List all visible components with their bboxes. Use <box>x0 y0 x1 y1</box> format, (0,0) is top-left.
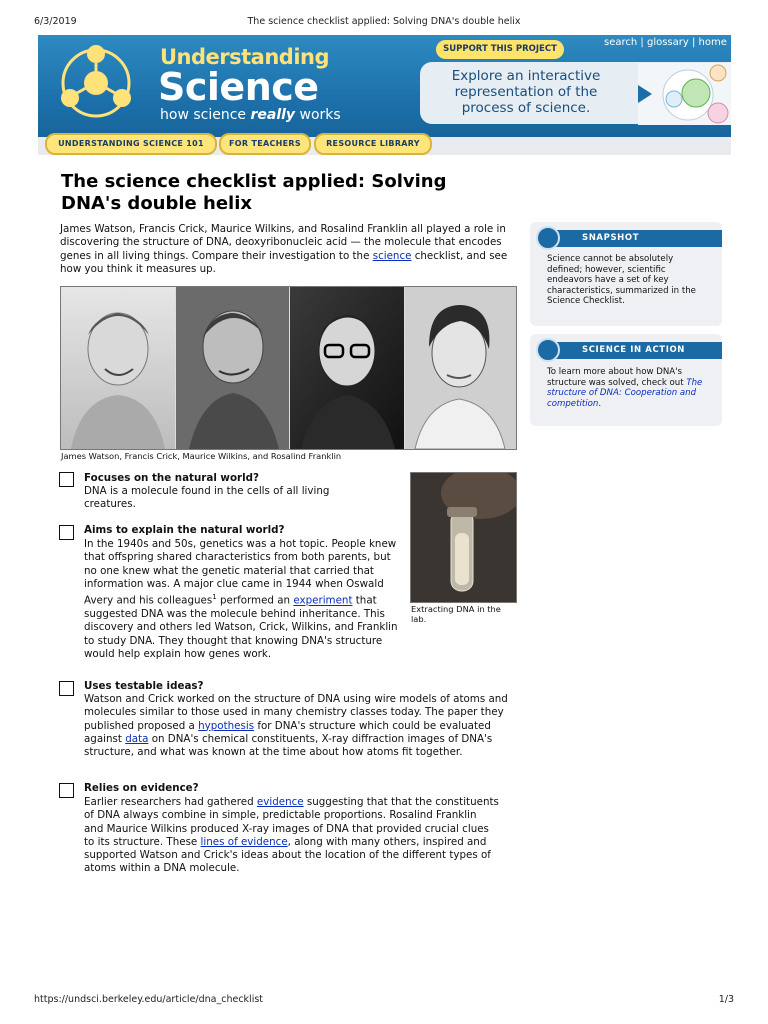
brand-understanding: Understanding <box>160 45 330 69</box>
checklist-body: Watson and Crick worked on the structure of DNA using wire models of atoms and molecules similar to those used in many chemistry classes today. The paper they published proposed a hypothesis for DNA's structure which could be evaluated against data on DNA's chemical constituents, X-ray diffraction images of DNA's structure, and what was known at the time about how atoms fit together. <box>84 693 508 759</box>
science-in-action-icon <box>536 338 560 362</box>
nav-for-teachers[interactable]: FOR TEACHERS <box>219 133 311 155</box>
test-tube-image <box>411 473 516 602</box>
lines-of-evidence-link[interactable]: lines of evidence <box>200 835 288 848</box>
print-header <box>0 16 768 30</box>
checklist-title: Uses testable ideas? <box>84 680 204 692</box>
print-url: https://undsci.berkeley.edu/article/dna_checklist <box>34 994 264 1005</box>
search-link[interactable]: search <box>604 37 638 48</box>
science-in-action-title: SCIENCE IN ACTION <box>582 345 685 355</box>
nav-understanding-science-101[interactable]: UNDERSTANDING SCIENCE 101 <box>45 133 217 155</box>
print-page-number: 1/3 <box>718 994 734 1005</box>
nav-resource-library[interactable]: RESOURCE LIBRARY <box>314 133 432 155</box>
checklist-body: In the 1940s and 50s, genetics was a hot topic. People knew that offspring shared characteristics from both parents, but no one knew what the genetic material that carried that information was. A major clue came in 1944 when Oswald Avery and his colleagues$^1$ performed an experiment that suggested DNA was the molecule behind inheritance. This discovery and others led Watson, Crick, Wilkins, and Franklin to study DNA. They thought that knowing DNA's structure would help explain how genes work. <box>84 538 398 660</box>
understanding-science-logo-icon[interactable] <box>56 43 136 123</box>
checklist-body: DNA is a molecule found in the cells of all living creatures. <box>84 485 330 511</box>
scientists-photo-caption: James Watson, Francis Crick, Maurice Wilkins, and Rosalind Franklin <box>61 451 342 461</box>
brand-science: Science <box>158 65 319 109</box>
science-in-action-header <box>538 342 722 359</box>
checklist-title: Aims to explain the natural world? <box>84 524 285 536</box>
checklist-checkbox-testable[interactable] <box>59 681 74 696</box>
experiment-link[interactable]: experiment <box>293 594 353 607</box>
evidence-link[interactable]: evidence <box>256 796 304 808</box>
page-title: The science checklist applied: Solving DNA's double helix <box>61 171 447 214</box>
print-date: 6/3/2019 <box>34 16 77 27</box>
science-in-action-text: To learn more about how DNA's structure was solved, check out The structure of DNA: Cooperation and competition. <box>547 367 703 409</box>
home-link[interactable]: home <box>698 37 727 48</box>
snapshot-title: SNAPSHOT <box>582 233 640 243</box>
checklist-title: Focuses on the natural world? <box>84 472 259 484</box>
explore-promo-text[interactable]: Explore an interactive representation of the process of science. <box>451 68 601 116</box>
dna-structure-article-link[interactable]: The structure of DNA: Cooperation and competition <box>547 377 703 409</box>
scientists-portraits-image <box>61 287 516 449</box>
data-link[interactable]: data <box>125 732 149 745</box>
snapshot-text: Science cannot be absolutely defined; however, scientific endeavors have a set of key characteristics, summarized in the Science Checklist. <box>547 254 696 307</box>
science-flowchart-thumbnail-icon[interactable] <box>638 63 731 125</box>
top-links: search | glossary | home <box>604 37 727 48</box>
scientists-photo <box>60 286 517 450</box>
glossary-link[interactable]: glossary <box>646 37 689 48</box>
checklist-checkbox-natural-world[interactable] <box>59 472 74 487</box>
checklist-checkbox-explain[interactable] <box>59 525 74 540</box>
checklist-body: Earlier researchers had gathered evidence suggesting that that the constituents of DNA always combine in simple, predictable proportions. Rosalind Franklin and Maurice Wilkins produced X-ray images of DNA that provided crucial clues to its structure. These lines of evidence, along with many others, inspired and supported Watson and Crick's ideas about the location of the different types of atoms within a DNA molecule. <box>84 796 499 875</box>
dna-extraction-caption: Extracting DNA in the lab. <box>411 604 501 624</box>
dna-extraction-photo <box>410 472 517 603</box>
hypothesis-link[interactable]: hypothesis <box>198 719 255 732</box>
snapshot-swirl-icon <box>536 226 560 250</box>
intro-paragraph: James Watson, Francis Crick, Maurice Wilkins, and Rosalind Franklin all played a role in discovering the structure of DNA, deoxyribonucleic acid — the molecule that encodes genes in all living things. Compare their investigation to the science checklist, and see how you think it measures up. <box>60 223 508 275</box>
snapshot-box <box>530 222 722 326</box>
checklist-title: Relies on evidence? <box>84 782 199 794</box>
support-this-project-button[interactable]: SUPPORT THIS PROJECT <box>436 40 564 59</box>
print-title: The science checklist applied: Solving DNA's double helix <box>247 16 521 27</box>
science-link[interactable]: science <box>372 249 412 262</box>
science-in-action-box <box>530 334 722 426</box>
checklist-checkbox-evidence[interactable] <box>59 783 74 798</box>
snapshot-header <box>538 230 722 247</box>
brand-tagline: how science really works <box>160 107 341 123</box>
